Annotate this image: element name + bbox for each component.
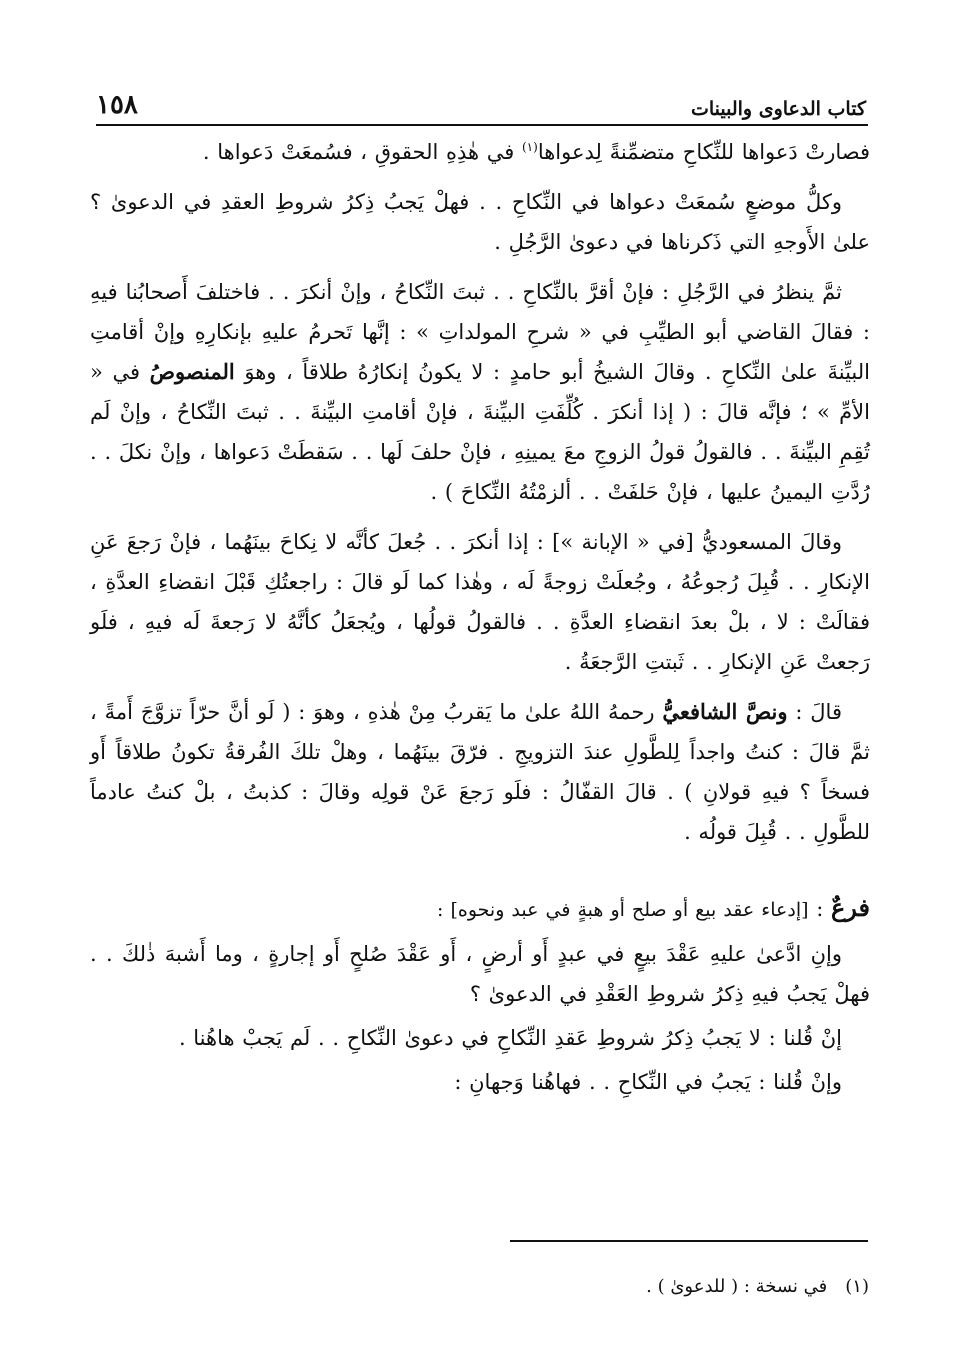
running-header [96, 84, 866, 120]
paragraph-3-bold: المنصوصُ [149, 359, 235, 384]
footnote-text: في نسخة : ( للدعوىٰ ) . [646, 1276, 828, 1297]
page-number: ١٥٨ [96, 90, 138, 120]
footnote-number: (١) [845, 1276, 869, 1297]
paragraph-8: وإنْ قُلنا : يَجبُ في النِّكاحِ . . فهاهُنا وَجهانِ : [454, 1070, 842, 1094]
paragraph-3-text-a: ثمَّ ينظرُ في الرَّجُلِ : فإنْ أقرَّ بالنِّكاحِ . . ثبتَ النِّكاحُ ، وإنْ أنكرَ . . فاختلفَ أَصحابُنا فيهِ : فقالَ القاضي أبو الطيِّبِ في « شرحِ المولداتِ » : إنَّها تَحرمُ عليهِ بإنكارِهِ وإنْ أقامتِ البيِّنةَ علىٰ النِّكاحِ . وقالَ الشيخُ أبو حامدٍ : لا يكونُ إنكارُهُ طلاقاً ، وهوَ [90, 280, 870, 384]
paragraph-5-bold: ونصَّ الشافعيُّ [662, 699, 788, 724]
paragraph-1-text-b: في هٰذِهِ الحقوقِ ، فسُمعَتْ دَعواها . [202, 140, 522, 164]
footnote-rule [510, 1240, 868, 1242]
paragraph-4: وقالَ المسعوديُّ [في « الإبانة »] : إذا أنكرَ . . جُعلَ كأنَّه لا نِكاحَ بينَهُما ، فإنْ رَجعَ عَنِ الإنكارِ . . قُبِلَ رُجوعُهُ ، وجُعلَتْ زوجةً لَه ، وهٰذا كما لَو قالَ : راجعتُكِ قَبْلَ انقضاءِ العدَّةِ ، فقالَتْ : لا ، بلْ بعدَ انقضاءِ العدَّةِ . . فالقولُ قولُها ، ويُجعَلُ كأنَّهُ لا رَجعةَ لَه فيهِ ، فلَو رَجعتْ عَنِ الإنكارِ . . ثَبتتِ الرَّجعَةُ . [90, 530, 870, 674]
furu-heading [90, 888, 870, 930]
furu-label: فرعٌ [830, 893, 870, 922]
footnote-reference: (١) [521, 140, 538, 154]
furu-title: [إدعاء عقد بيع أو صلح أو هبةٍ في عبد ونحوه] : [437, 899, 809, 921]
paragraph-1-text-a: فصارتْ دَعواها للنِّكاحِ متضمِّنةً لِدعواها [537, 140, 870, 164]
paragraph-2: وكلُّ موضعٍ سُمعَتْ دعواها في النِّكاحِ . . فهلْ يَجبُ ذِكرُ شروطِ العقدِ في الدعوىٰ ؟ علىٰ الأَوجهِ التي ذَكرناها في دعوىٰ الرَّجُلِ . [90, 190, 870, 254]
footnote [646, 1272, 869, 1302]
paragraph-7: إنْ قُلنا : لا يَجبُ ذِكرُ شروطِ عَقدِ النِّكاحِ في دعوىٰ النِّكاحِ . . لَم يَجبْ هاهُنا . [178, 1026, 842, 1050]
paragraph-3 [90, 272, 870, 512]
paragraph-3-text-b: في « الأمِّ » ؛ فإنَّه قالَ : ( إذا أنكرَ . كُلِّفَتِ البيِّنةَ ، فإنْ أقامتِ البيِّنةَ . . ثبتَ النِّكاحُ ، وإنْ لَم تُقِمِ البيِّنةَ . . فالقولُ قولُ الزوجِ معَ يمينِهِ ، فإنْ حلفَ لَها . . سَقطَتْ دَعواها ، وإنْ نكلَ . . رُدَّتِ اليمينُ عليها ، فإنْ حَلفَتْ . . ألزمْتُهُ النِّكاحَ ) . [90, 360, 870, 504]
header-rule [96, 124, 868, 126]
paragraph-5 [90, 692, 870, 852]
furu-colon: : [808, 897, 831, 921]
page-body [90, 132, 870, 1102]
section-spacer [90, 852, 870, 888]
header-title: كتاب الدعاوى والبينات [690, 98, 866, 120]
paragraph-5-text-a: قالَ : [787, 700, 842, 724]
paragraph-6: وإنِ ادَّعىٰ عليهِ عَقْدَ بيعٍ في عبدٍ أَو أرضٍ ، أَو عَقْدَ صُلحٍ أَو إجارةٍ ، وما أَشبهَ ذٰلكَ . . فهلْ يَجبُ فيهِ ذِكرُ شروطِ العَقْدِ في الدعوىٰ ؟ [90, 942, 870, 1006]
paragraph-1 [90, 132, 870, 172]
paragraph-5-text-b: رحمهُ اللهُ علىٰ ما يَقربُ مِنْ هٰذهِ ، وهوَ : ( لَو أنَّ حرّاً تزوَّجَ أَمةً ، ثمَّ قالَ : كنتُ واجداً لِلطَّولِ عندَ التزويجِ . فرّقَ بينَهُما ، وهلْ تلكَ الفُرقةُ تكونُ طلاقاً أَو فسخاً ؟ فيهِ قولانِ ) . قالَ القفّالُ : فلَو رَجعَ عَنْ قولِه وقالَ : كذبتُ ، بلْ كنتُ عادماً للطَّولِ . . قُبِلَ قولُه . [90, 700, 870, 844]
